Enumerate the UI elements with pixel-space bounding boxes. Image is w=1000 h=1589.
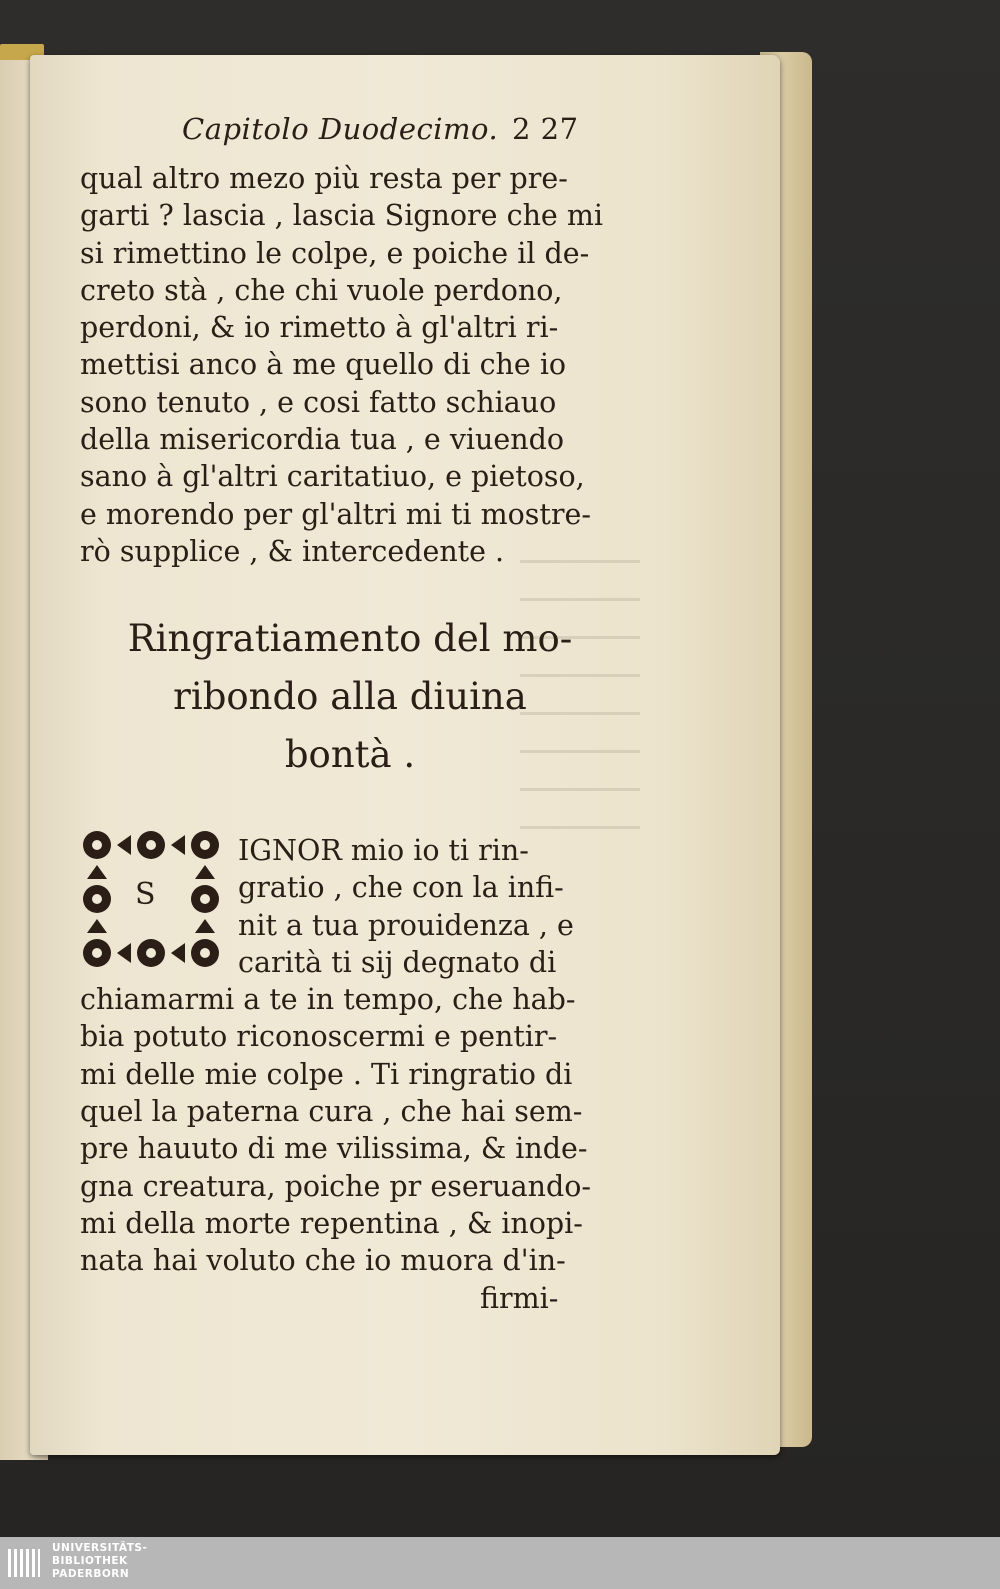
section-heading (0, 610, 700, 784)
running-head (182, 112, 602, 146)
text-line: sano à gl'altri caritatiuo, e pietoso, (80, 460, 585, 494)
text-line: mi delle mie colpe . Ti ringratio di (80, 1057, 573, 1091)
text-line: IGNOR mio io ti rin- (238, 834, 529, 867)
text-line: pre hauuto di me vilissima, & inde- (80, 1132, 588, 1166)
text-line: quel la paterna cura , che hai sem- (80, 1095, 583, 1129)
library-footer (0, 1537, 1000, 1589)
library-name-line: BIBLIOTHEK (52, 1555, 128, 1567)
library-name-line: UNIVERSITÄTS- (52, 1542, 148, 1554)
text-line: carità ti sij degnato di (238, 945, 557, 979)
text-line: e morendo per gl'altri mi ti mostre- (80, 497, 591, 531)
catchword: firmi- (480, 1281, 559, 1315)
text-line: bia potuto riconoscermi e pentir- (80, 1020, 558, 1054)
text-line: rò supplice , & intercedente . (80, 534, 505, 568)
library-name (52, 1542, 147, 1581)
text-line: qual altro mezo più resta per pre- (80, 162, 568, 195)
running-head-title: Capitolo Duodecimo. (182, 112, 499, 146)
paragraph-1 (80, 160, 625, 570)
library-logo-icon (6, 1545, 42, 1581)
text-line: perdoni, & io rimetto à gl'altri ri- (80, 311, 559, 345)
text-line: gna creatura, poiche pr eseruando- (80, 1169, 592, 1203)
text-line: creto stà , che chi vuole perdono, (80, 273, 563, 307)
text-line: si rimettino le colpe, e poiche il de- (80, 236, 590, 270)
text-line: nata hai voluto che io muora d'in- (80, 1244, 566, 1278)
text-line: della misericordia tua , e viuendo (80, 423, 565, 457)
text-line: chiamarmi a te in tempo, che hab- (80, 983, 576, 1017)
text-line: mettisi anco à me quello di che io (80, 348, 567, 382)
drop-cap-letter: S (135, 877, 156, 912)
heading-line: Ringratiamento del mo- (127, 617, 573, 660)
text-line: mi della morte repentina , & inopi- (80, 1206, 583, 1240)
paragraph-2 (80, 832, 625, 1317)
heading-line: ribondo alla diuina (173, 675, 527, 718)
text-line: garti ? lascia , lascia Signore che mi (80, 199, 603, 233)
text-line: gratio , che con la infi- (238, 871, 564, 905)
text-line: sono tenuto , e cosi fatto schiauo (80, 385, 557, 419)
text-line: nit a tua prouidenza , e (238, 908, 574, 942)
library-name-line: PADERBORN (52, 1568, 130, 1580)
heading-line: bontà . (284, 733, 416, 776)
page-number: 2 27 (512, 112, 579, 146)
